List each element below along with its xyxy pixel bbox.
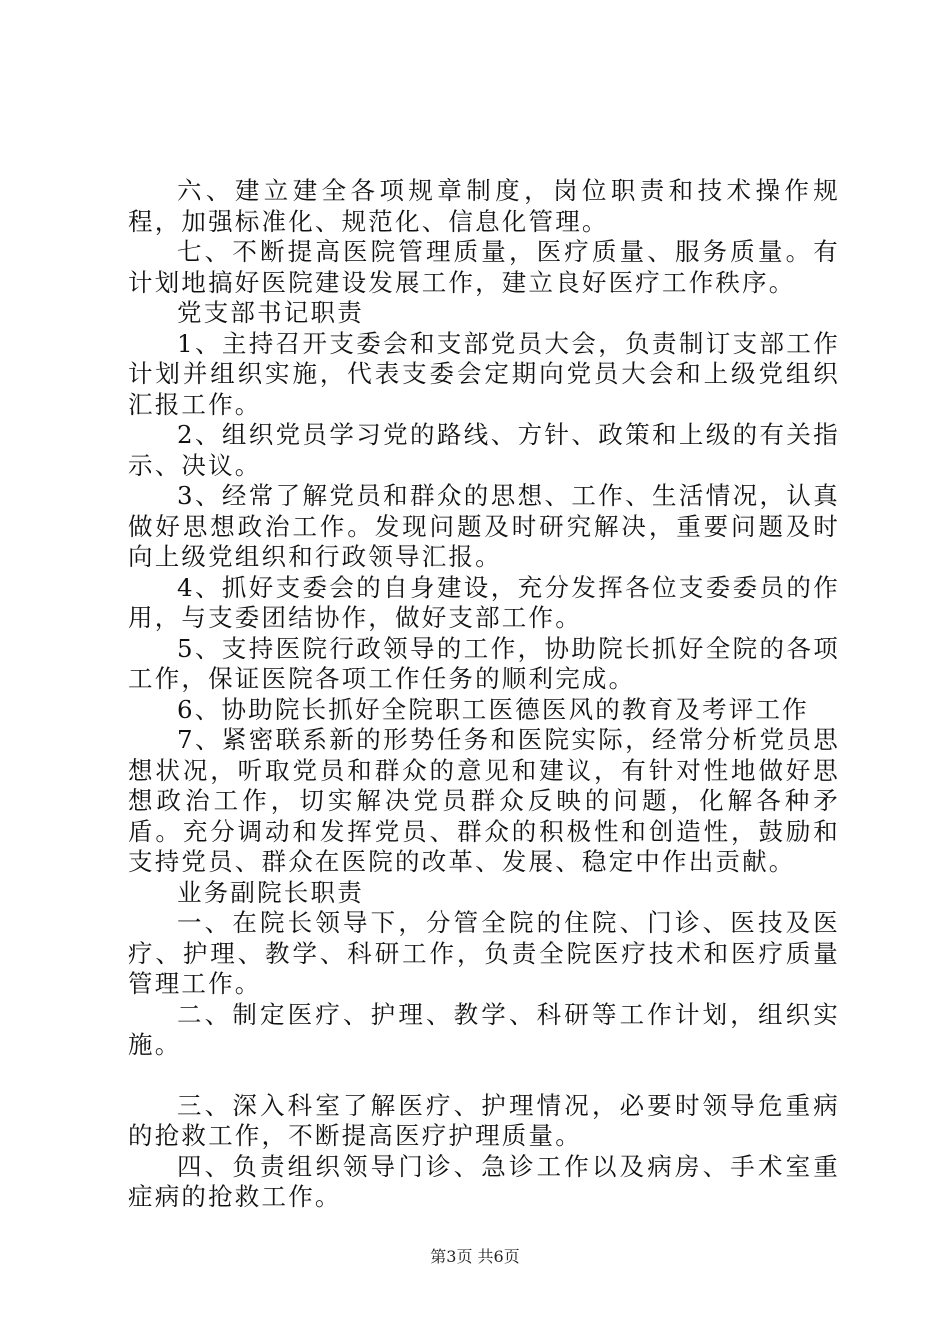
section-heading: 党支部书记职责 <box>177 298 364 327</box>
paragraph: 3、经常了解党员和群众的思想、工作、生活情况，认真做好思想政治工作。发现问题及时研究解决，重要问题及时向上级党组织和行政领导汇报。 <box>128 481 840 571</box>
paragraph: 2、组织党员学习党的路线、方针、政策和上级的有关指示、决议。 <box>128 420 840 480</box>
paragraph: 1、主持召开支委会和支部党员大会，负责制订支部工作计划并组织实施，代表支委会定期向党员大会和上级党组织汇报工作。 <box>128 328 840 419</box>
paragraph: 7、紧密联系新的形势任务和医院实际，经常分析党员思想状况，听取党员和群众的意见和建议，有针对性地做好思想政治工作，切实解决党员群众反映的问题，化解各种矛盾。充分调动和发挥党员、群众的积极性和创造性，鼓励和支持党员、群众在医院的改革、发展、稳定中作出贡献。 <box>128 725 840 876</box>
paragraph: 二、制定医疗、护理、教学、科研等工作计划，组织实施。 <box>128 999 840 1059</box>
paragraph: 5、支持医院行政领导的工作，协助院长抓好全院的各项工作，保证医院各项工作任务的顺利完成。 <box>128 633 840 693</box>
paragraph: 六、建立建全各项规章制度，岗位职责和技术操作规程，加强标准化、规范化、信息化管理。 <box>128 176 840 236</box>
paragraph: 6、协助院长抓好全院职工医德医风的教育及考评工作 <box>177 694 809 724</box>
paragraph: 七、不断提高医院管理质量，医疗质量、服务质量。有计划地搞好医院建设发展工作，建立良好医疗工作秩序。 <box>128 237 840 297</box>
paragraph: 三、深入科室了解医疗、护理情况，必要时领导危重病的抢救工作，不断提高医疗护理质量。 <box>128 1090 840 1150</box>
paragraph: 四、负责组织领导门诊、急诊工作以及病房、手术室重症病的抢救工作。 <box>128 1151 840 1211</box>
paragraph: 4、抓好支委会的自身建设，充分发挥各位支委委员的作用，与支委团结协作，做好支部工作。 <box>128 572 840 632</box>
document-body <box>128 176 840 1213</box>
paragraph: 一、在院长领导下，分管全院的住院、门诊、医技及医疗、护理、教学、科研工作，负责全院医疗技术和医疗质量管理工作。 <box>128 908 840 998</box>
section-heading: 业务副院长职责 <box>177 877 364 907</box>
page-footer: 第3页 共6页 <box>430 1247 520 1266</box>
